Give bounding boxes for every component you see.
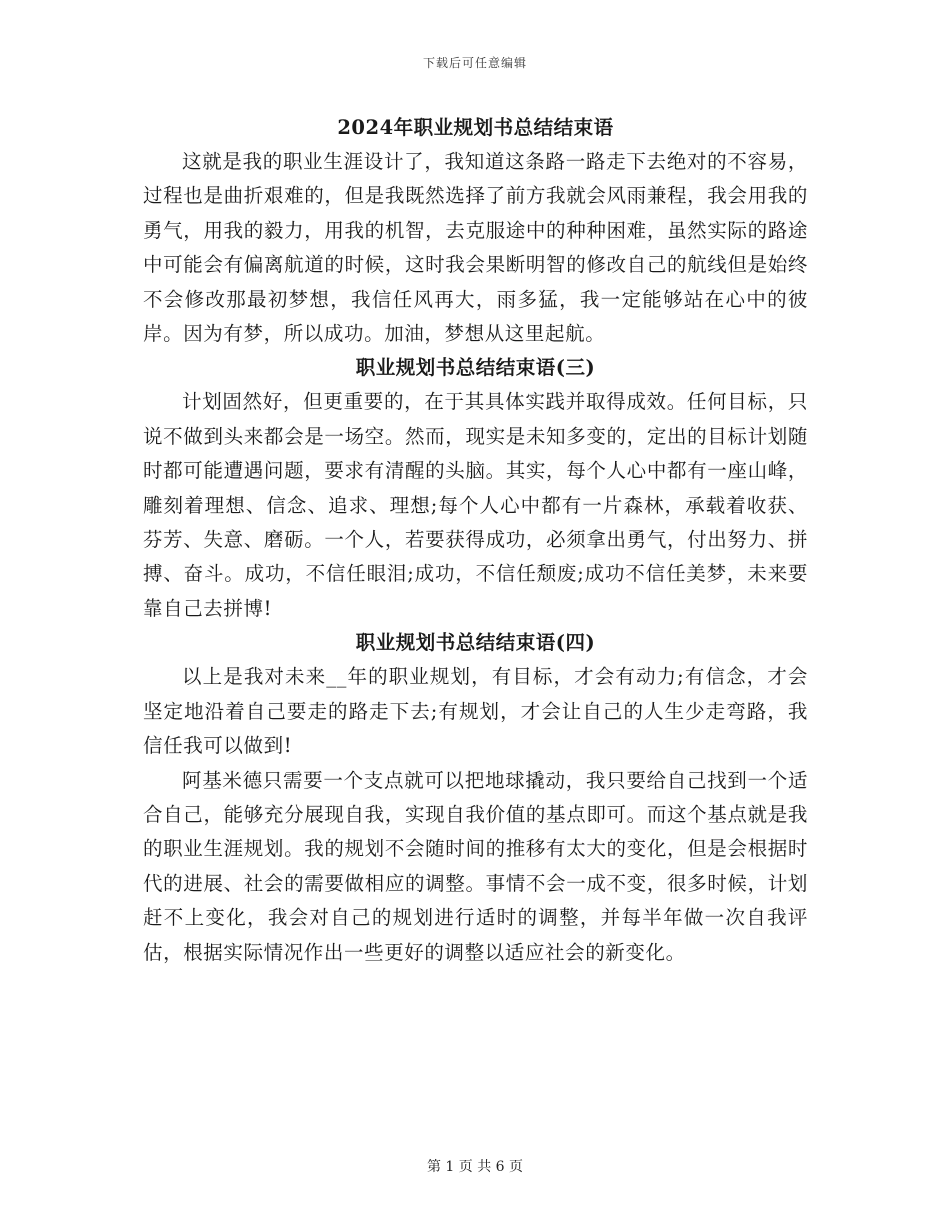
paragraph-3: 以上是我对未来__年的职业规划，有目标，才会有动力;有信念，才会坚定地沿着自己要走的路走下去;有规划，才会让自己的人生少走弯路，我信任我可以做到! bbox=[143, 665, 808, 758]
paragraph-2: 计划固然好，但更重要的，在于其具体实践并取得成效。任何目标，只说不做到头来都会是一场空。然而，现实是未知多变的，定出的目标计划随时都可能遭遇问题，要求有清醒的头脑。其实，每个人心中都有一座山峰，雕刻着理想、信念、追求、理想;每个人心中都有一片森林，承载着收获、芬芳、失意、磨砺。一个人，若要获得成功，必须拿出勇气，付出努力、拼搏、奋斗。成功，不信任眼泪;成功，不信任颓废;成功不信任美梦，未来要靠自己去拼博! bbox=[143, 390, 808, 620]
section-title-3: 职业规划书总结结束语(三) bbox=[355, 356, 596, 380]
paragraph-4: 阿基米德只需要一个支点就可以把地球撬动，我只要给自己找到一个适合自己，能够充分展现自我，实现自我价值的基点即可。而这个基点就是我的职业生涯规划。我的规划不会随时间的推移有太大的变化，但是会根据时代的进展、社会的需要做相应的调整。事情不会一成不变，很多时候，计划赶不上变化，我会对自己的规划进行适时的调整，并每半年做一次自我评估，根据实际情况作出一些更好的调整以适应社会的新变化。 bbox=[143, 768, 808, 964]
header-note: 下载后可任意编辑 bbox=[422, 56, 527, 70]
paragraph-1: 这就是我的职业生涯设计了，我知道这条路一路走下去绝对的不容易，过程也是曲折艰难的，但是我既然选择了前方我就会风雨兼程，我会用我的勇气，用我的毅力，用我的机智，去克服途中的种种困难，虽然实际的路途中可能会有偏离航道的时候，这时我会果断明智的修改自己的航线但是始终不会修改那最初梦想，我信任风再大，雨多猛，我一定能够站在心中的彼岸。因为有梦，所以成功。加油，梦想从这里起航。 bbox=[143, 150, 808, 346]
document-body bbox=[143, 111, 808, 970]
section-title-4: 职业规划书总结结束语(四) bbox=[355, 631, 596, 655]
main-title: 2024年职业规划书总结结束语 bbox=[337, 116, 614, 139]
page-number: 第 1 页 共 6 页 bbox=[426, 1159, 524, 1175]
